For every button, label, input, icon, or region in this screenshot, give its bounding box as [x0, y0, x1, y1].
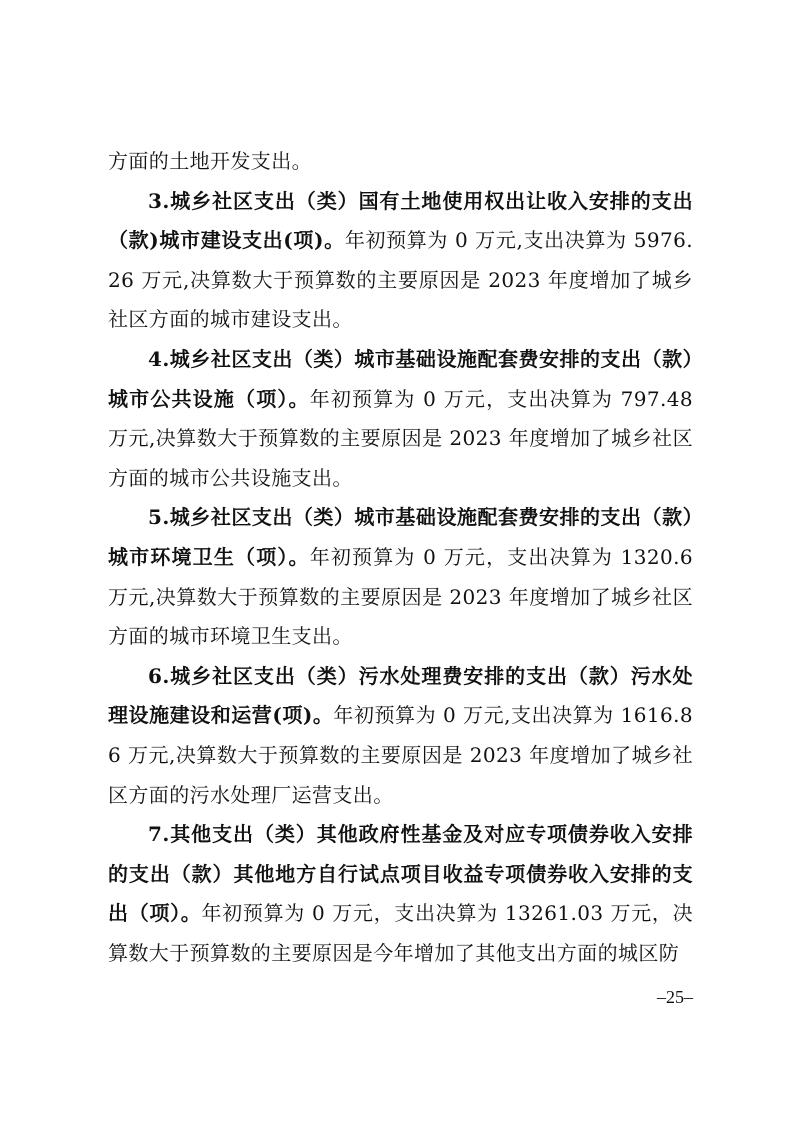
paragraph-text: 年初预算为 0 万元，支出决算为 797.48 万元,决算数大于预算数的主要原因是 2023 年度增加了城乡社区方面的城市公共设施支出。 — [108, 386, 693, 490]
page-number: –25– — [657, 987, 693, 1007]
paragraph-item-6 — [108, 657, 693, 815]
paragraph-text: 方面的土地开发支出。 — [108, 149, 312, 173]
paragraph-heading: 5.城乡社区支出（类）城市基础设施配套费安排的支出（款）城市环境卫生（项）。 — [108, 505, 693, 569]
paragraph-item-5 — [108, 498, 693, 656]
paragraph-heading: 7.其他支出（类）其他政府性基金及对应专项债券收入安排的支出（款）其他地方自行试点项目收益专项债券收入安排的支出（项）。 — [108, 822, 693, 926]
document-body — [108, 142, 693, 973]
paragraph-heading: 3.城乡社区支出（类）国有土地使用权出让收入安排的支出（款)城市建设支出(项)。 — [108, 188, 693, 253]
paragraph-heading: 4.城乡社区支出（类）城市基础设施配套费安排的支出（款）城市公共设施（项）。 — [108, 346, 693, 411]
paragraph-text: 年初预算为 0 万元,支出决算为 5976.26 万元,决算数大于预算数的主要原因是 2023 年度增加了城乡社区方面的城市建设支出。 — [108, 228, 693, 332]
paragraph-item-4 — [108, 340, 693, 498]
paragraph-text: 年初预算为 0 万元，支出决算为 1320.6 万元,决算数大于预算数的主要原因是 2023 年度增加了城乡社区方面的城市环境卫生支出。 — [108, 544, 693, 649]
paragraph-item-3 — [108, 182, 693, 340]
paragraph-text: 年初预算为 0 万元,支出决算为 1616.86 万元,决算数大于预算数的主要原因是 2023 年度增加了城乡社区方面的污水处理厂运营支出。 — [108, 703, 693, 807]
paragraph-heading: 6.城乡社区支出（类）污水处理费安排的支出（款）污水处理设施建设和运营(项)。 — [108, 663, 693, 728]
paragraph-continuation — [108, 142, 693, 182]
paragraph-text: 年初预算为 0 万元，支出决算为 13261.03 万元，决算数大于预算数的主要原因是今年增加了其他支出方面的城区防 — [108, 901, 693, 965]
paragraph-item-7 — [108, 815, 693, 973]
